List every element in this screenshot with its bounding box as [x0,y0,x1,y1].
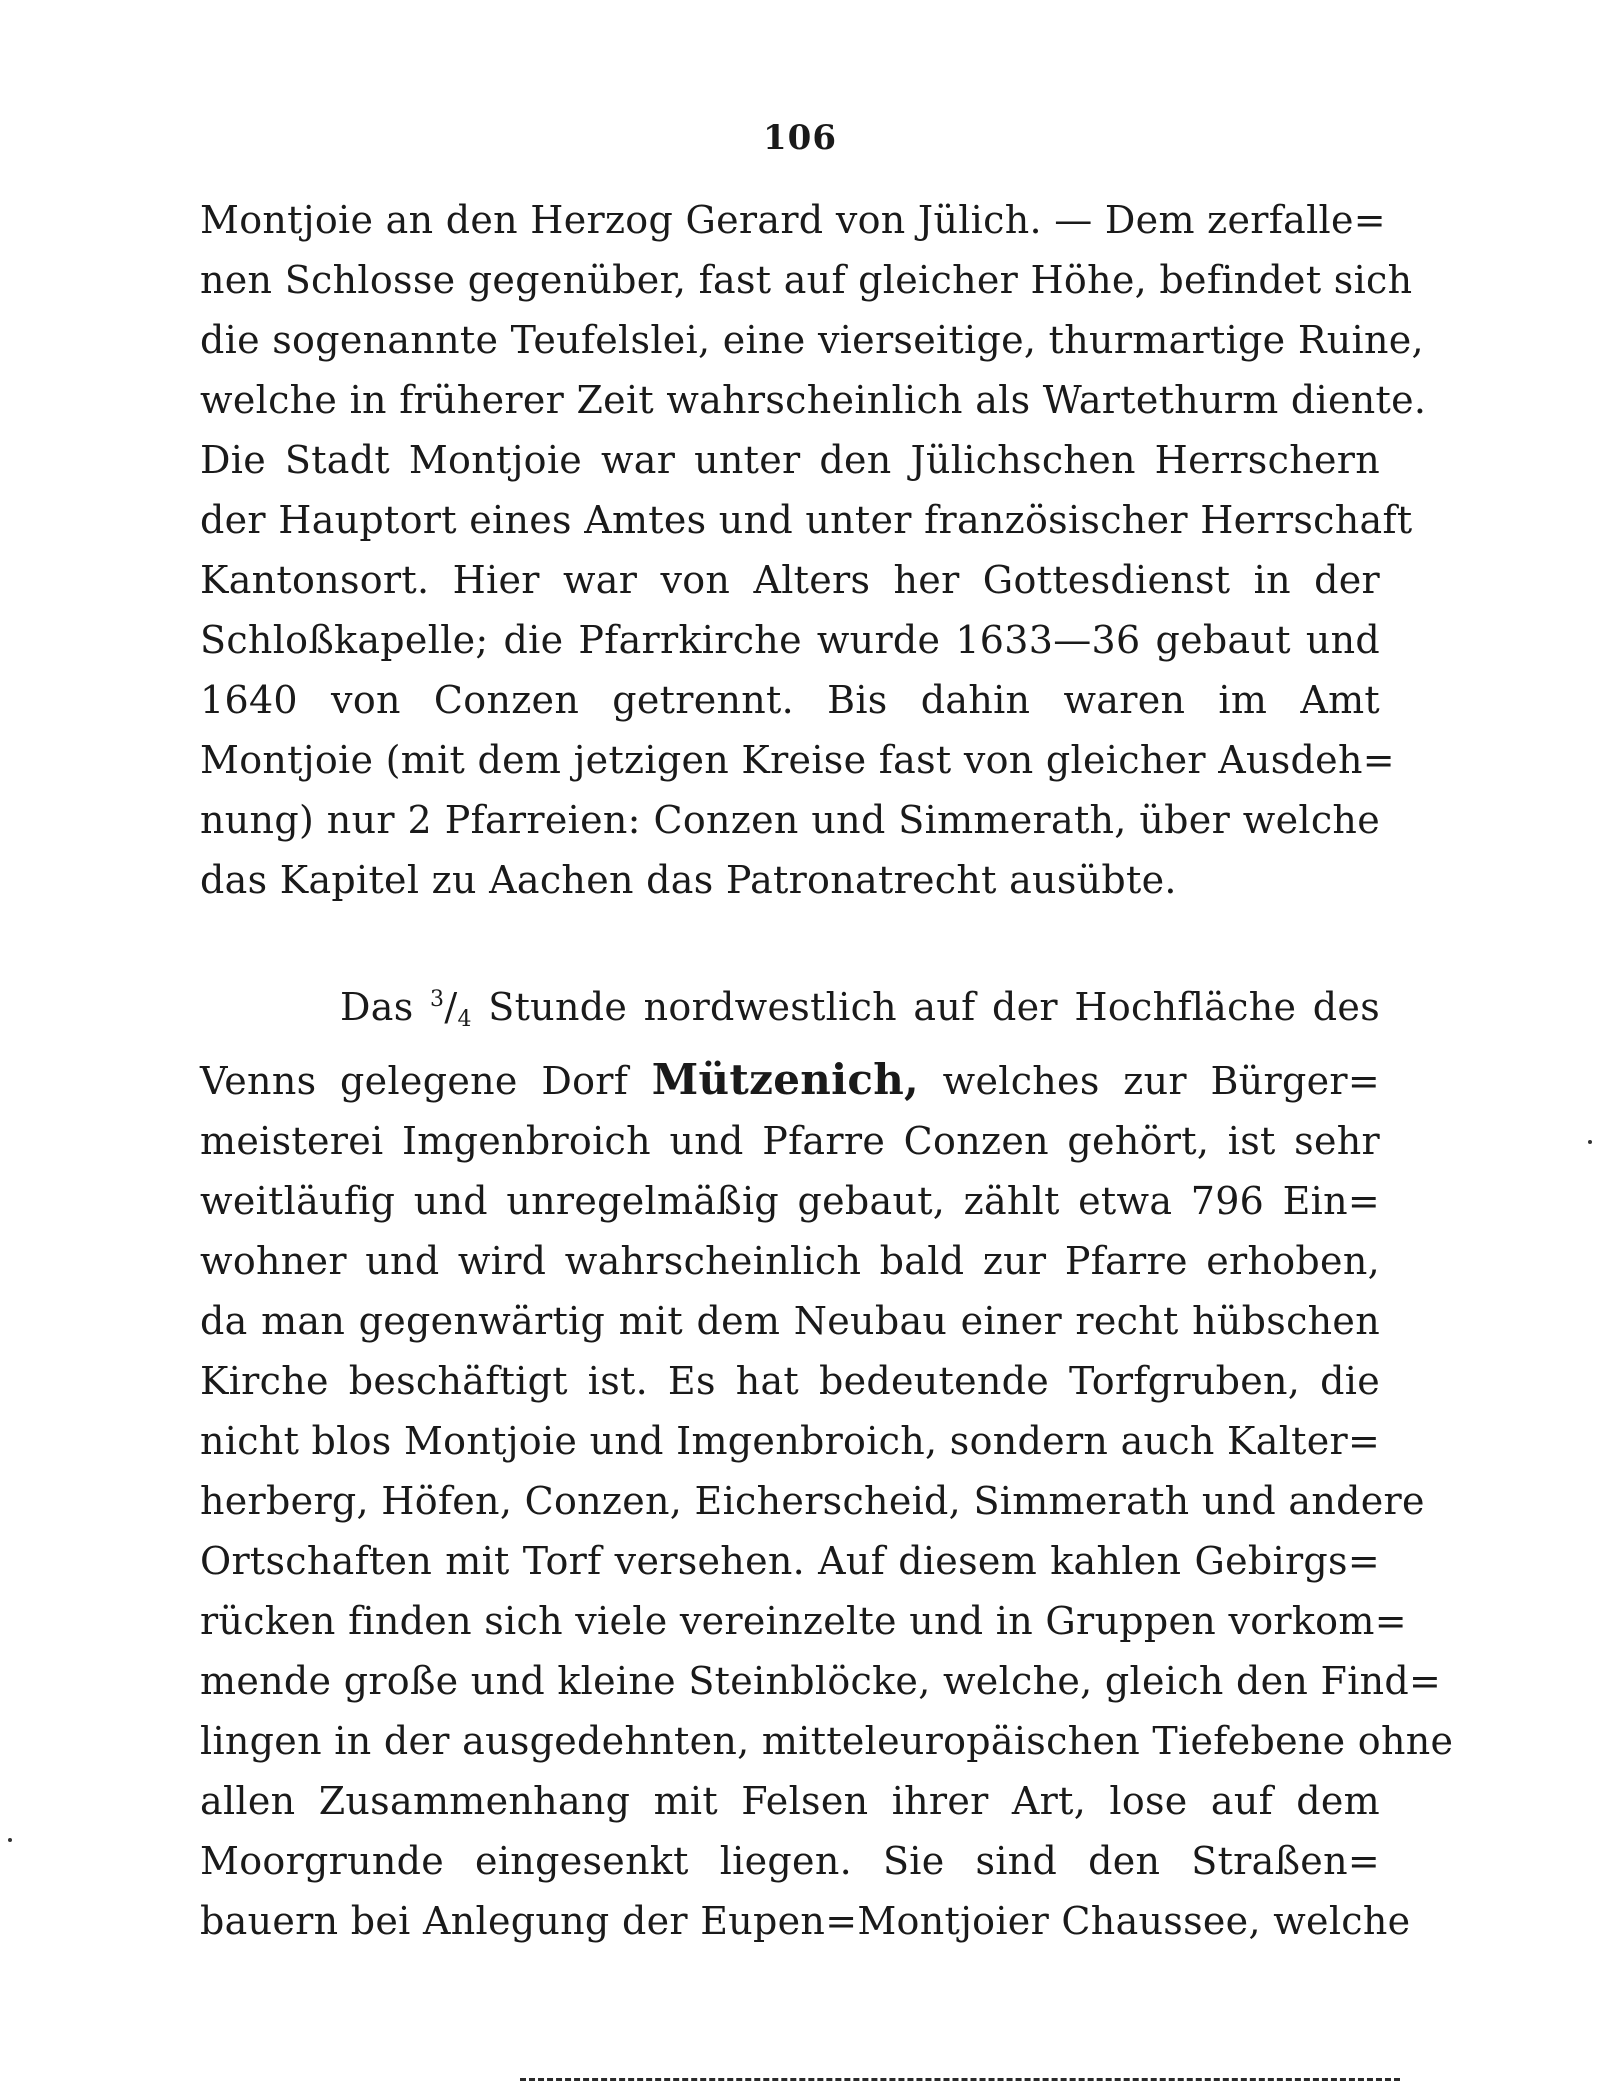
fraction-separator: / [444,985,458,1029]
text-line: nicht blos Montjoie und Imgenbroich, sondern auch Kalter= [200,1419,1381,1463]
emphasized-place-name: Mützenich, [651,1055,919,1104]
text-line-second [200,1050,1380,1111]
page-number: 106 [763,118,837,158]
text-line: 1640 von Conzen getrennt. Bis dahin waren im Amt [200,678,1380,722]
text-run: Stunde nordwestlich auf der Hochfläche des [471,985,1380,1029]
text-line: Kantonsort. Hier war von Alters her Gottesdienst in der [200,558,1380,602]
text-line: bauern bei Anlegung der Eupen=Montjoier Chaussee, welche [200,1899,1411,1943]
text-run: Das [340,985,431,1029]
text-run: Venns gelegene Dorf [200,1059,652,1103]
text-line: welche in früherer Zeit wahrscheinlich als Wartethurm diente. [200,378,1427,422]
paragraph-1 [200,190,1427,910]
page-bottom-edge [520,2078,1400,2081]
text-line: nen Schlosse gegenüber, fast auf gleicher Höhe, befindet sich [200,258,1413,302]
text-line: wohner und wird wahrscheinlich bald zur Pfarre erhoben, [200,1239,1380,1283]
paragraph-2 [200,970,1454,1951]
text-line: das Kapitel zu Aachen das Patronatrecht ausübte. [200,858,1177,902]
text-line: nung) nur 2 Pfarreien: Conzen und Simmerath, über welche [200,798,1380,842]
text-line-first [200,970,1380,1050]
text-line: Ortschaften mit Torf versehen. Auf diesem kahlen Gebirgs= [200,1539,1380,1583]
text-line: da man gegenwärtig mit dem Neubau einer recht hübschen [200,1299,1380,1343]
text-line: meisterei Imgenbroich und Pfarre Conzen gehört, ist sehr [200,1119,1380,1163]
text-line: Kirche beschäftigt ist. Es hat bedeutende Torfgruben, die [200,1359,1380,1403]
text-line: Die Stadt Montjoie war unter den Jülichschen Herrschern [200,438,1380,482]
text-line: Montjoie (mit dem jetzigen Kreise fast von gleicher Ausdeh= [200,738,1395,782]
text-line: Schloßkapelle; die Pfarrkirche wurde 1633—36 gebaut und [200,618,1380,662]
text-line: lingen in der ausgedehnten, mitteleuropäischen Tiefebene ohne [200,1719,1454,1763]
text-line: allen Zusammenhang mit Felsen ihrer Art, lose auf dem [200,1779,1380,1823]
fraction-denominator: 4 [457,1007,472,1032]
scan-speck [1588,1140,1592,1144]
text-line: weitläufig und unregelmäßig gebaut, zählt etwa 796 Ein= [200,1179,1380,1223]
text-line: Montjoie an den Herzog Gerard von Jülich. — Dem zerfalle= [200,198,1386,242]
text-line: mende große und kleine Steinblöcke, welche, gleich den Find= [200,1659,1442,1703]
scan-speck [8,1838,12,1842]
text-line: herberg, Höfen, Conzen, Eicherscheid, Simmerath und andere [200,1479,1425,1523]
text-run: welches zur Bürger= [918,1059,1380,1103]
text-line: Moorgrunde eingesenkt liegen. Sie sind den Straßen= [200,1839,1380,1883]
fraction-numerator: 3 [430,987,445,1012]
text-line: der Hauptort eines Amtes und unter französischer Herrschaft [200,498,1413,542]
text-line: die sogenannte Teufelslei, eine vierseitige, thurmartige Ruine, [200,318,1424,362]
text-line: rücken finden sich viele vereinzelte und in Gruppen vorkom= [200,1599,1407,1643]
